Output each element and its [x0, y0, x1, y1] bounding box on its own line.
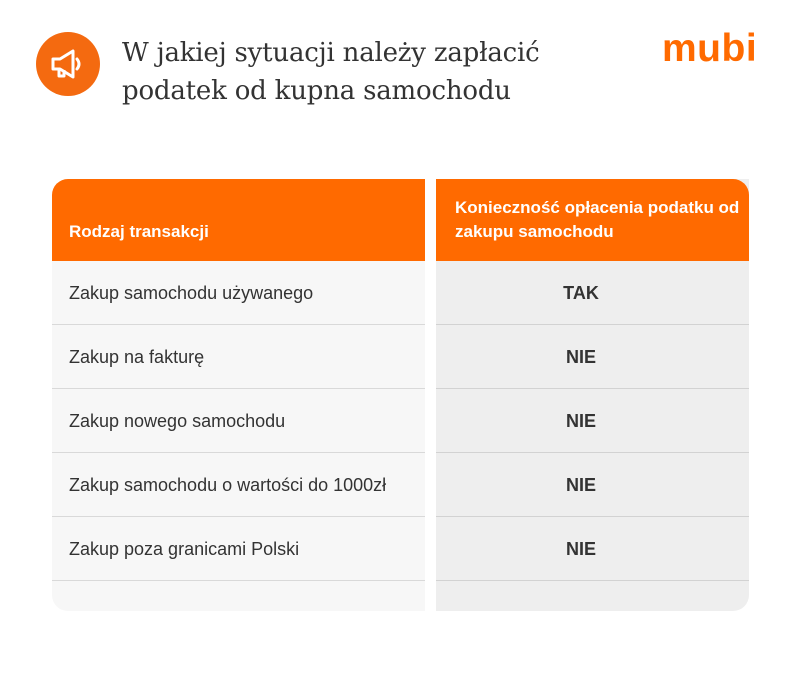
title-line-1: W jakiej sytuacji należy zapłacić [122, 38, 540, 68]
header-transaction-type-label: Rodzaj transakcji [69, 222, 209, 241]
row-divider [52, 580, 425, 581]
table-row [52, 517, 749, 581]
tax-required-cell: NIE [565, 411, 596, 431]
mubi-logo: mubi [662, 27, 758, 70]
page-title [122, 34, 592, 110]
transaction-type-cell: Zakup samochodu o wartości do 1000zł [69, 475, 387, 495]
table-row [52, 261, 749, 325]
transaction-type-cell: Zakup samochodu używanego [69, 283, 314, 303]
row-divider [436, 580, 749, 581]
tax-required-cell: NIE [565, 347, 596, 367]
table-row [52, 389, 749, 453]
tax-table [52, 179, 749, 611]
transaction-type-cell: Zakup na fakturę [69, 347, 205, 367]
tax-required-cell: TAK [563, 283, 599, 303]
header-tax-required-label: Konieczność opłacenia podatku od zakupu samochodu [455, 198, 740, 241]
megaphone-badge [36, 32, 100, 96]
table-row [52, 453, 749, 517]
header-transaction-type [52, 179, 425, 261]
tax-required-cell: NIE [565, 475, 596, 495]
title-line-2: podatek od kupna samochodu [122, 76, 511, 106]
transaction-type-cell: Zakup poza granicami Polski [69, 539, 300, 559]
tax-required-cell: NIE [565, 539, 596, 559]
megaphone-icon [50, 48, 86, 80]
transaction-type-cell: Zakup nowego samochodu [69, 411, 286, 431]
header [0, 0, 800, 150]
table-row [52, 325, 749, 389]
header-tax-required [436, 179, 749, 261]
